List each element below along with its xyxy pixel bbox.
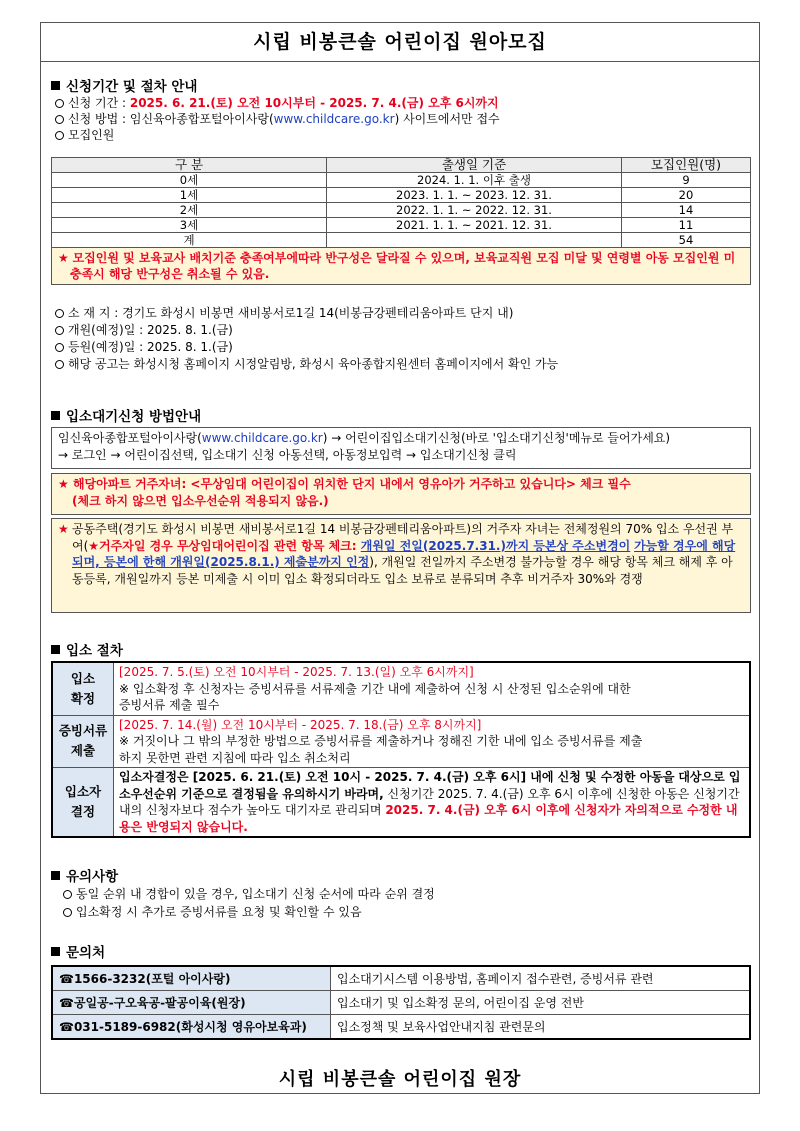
notice-page	[40, 22, 760, 1094]
procedure-row-confirm: 입소 확정 [2025. 7. 5.(토) 오전 10시부터 - 2025. 7. 13.(일) 오후 6시까지] ※ 입소확정 후 신청자는 증빙서류를 서류제출 기간 내에 제출하여 신청 시 산정된 입소순위에 대한 증빙서류 제출 필수	[52, 662, 750, 715]
circle-bullet-icon	[55, 360, 64, 369]
circle-bullet-icon	[55, 343, 64, 352]
circle-bullet-icon	[63, 890, 72, 899]
resident-priority-note: ★ 공동주택(경기도 화성시 비봉면 새비봉서로1길 14 비봉금강펜테리움아파트)의 거주자 자녀는 전체정원의 70% 입소 우선권 부여(★거주자일 경우 무상임대어린이집 관련 항목 체크: 개원일 전일(2025.7.31.)까지 등본상 주소변경이 가능할 경우에 해당되며, 등본에 한해 개원일(2025.8.1.) 제출분까지 인정), 개원일 전일까지 주소변경 불가능할 경우 해당 항목 체크 해제 후 아동등록, 개원일까지 등본 미제출 시 이미 입소 확정되더라도 입소 보류로 분류되며 추후 비거주자 30%와 경쟁	[51, 518, 751, 613]
waitlist-path-box	[51, 427, 751, 469]
caution-item: 동일 순위 내 경합이 있을 경우, 입소대기 신청 순서에 따라 순위 결정	[63, 886, 749, 902]
table-header-row	[52, 158, 751, 173]
table-row: 0세 2024. 1. 1. 이후 출생 9	[52, 173, 751, 188]
procedure-table	[51, 661, 751, 838]
circle-bullet-icon	[55, 326, 64, 335]
square-bullet-icon	[51, 645, 60, 654]
header-count: 모집인원(명)	[622, 158, 751, 173]
square-bullet-icon	[51, 81, 60, 90]
header-birth: 출생일 기준	[327, 158, 622, 173]
footer-signature: 시립 비봉큰솔 어린이집 원장	[278, 1069, 522, 1090]
phone-icon: ☎	[59, 972, 74, 986]
attend-date-line: 등원(예정)일 : 2025. 8. 1.(금)	[55, 339, 749, 355]
contact-row: ☎1566-3232(포털 아이사랑) 입소대기시스템 이용방법, 홈페이지 접수관련, 증빙서류 관련	[52, 966, 750, 991]
waitlist-path-line1: 임신육아종합포털아이사랑(www.childcare.go.kr) → 어린이집입소대기신청(바로 '입소대기신청'메뉴로 들어가세요)	[58, 431, 671, 445]
table-row: 3세 2021. 1. 1. ~ 2021. 12. 31. 11	[52, 218, 751, 233]
phone-icon: ☎	[59, 1020, 74, 1034]
square-bullet-icon	[51, 947, 60, 956]
caution-item: 입소확정 시 추가로 증빙서류를 요청 및 확인할 수 있음	[63, 904, 749, 920]
waitlist-path-line2: → 로그인 → 어린이집선택, 입소대기 신청 아동선택, 아동정보입력 → 입소대기신청 클릭	[58, 447, 517, 462]
contact-row: ☎공일공-구오육공-팔공이육(원장) 입소대기 및 입소확정 문의, 어린이집 운영 전반	[52, 991, 750, 1015]
square-bullet-icon	[51, 871, 60, 880]
section-waitlist-heading: 입소대기신청 방법안내	[51, 405, 201, 425]
procedure-row-decision: 입소자 결정 입소자결정은 [2025. 6. 21.(토) 오전 10시 - 2025. 7. 4.(금) 오후 6시] 내에 신청 및 수정한 아동을 대상으로 입소우선순위 기준으로 결정됨을 유의하시기 바라며, 신청기간 2025. 7. 4.(금) 오후 6시 이후에 신청한 아동은 신청기간내의 신청자보다 점수가 높아도 대기자로 관리되며 2025. 7. 4.(금) 오후 6시 이후에 신청자가 자의적으로 수정한 내용은 반영되지 않습니다.	[52, 768, 750, 838]
resident-check-note: ★ 해당아파트 거주자녀: <무상임대 어린이집이 위치한 단지 내에서 영유아가 거주하고 있습니다> 체크 필수 (체크 하지 않으면 입소우선순위 적용되지 않음.)	[51, 473, 751, 515]
contact-table	[51, 965, 751, 1040]
application-method: 신청 방법 : 임신육아종합포털아이사랑(www.childcare.go.kr) 사이트에서만 접수	[55, 111, 749, 127]
childcare-link[interactable]: www.childcare.go.kr	[273, 112, 395, 126]
table-row: 1세 2023. 1. 1. ~ 2023. 12. 31. 20	[52, 188, 751, 203]
table-row-total: 계 54	[52, 233, 751, 248]
star-icon: ★	[58, 477, 73, 491]
circle-bullet-icon	[55, 309, 64, 318]
recruit-note: 모집인원 및 보육교사 배치기준 충족여부에따라 반구성은 달라질 수 있으며, 보육교직원 모집 미달 및 연령별 아동 모집인원 미충족시 해당 반구성은 취소될 수 있음.	[70, 251, 736, 281]
star-icon: ★	[58, 251, 69, 265]
phone-icon: ☎	[59, 996, 74, 1010]
table-note-row	[52, 248, 751, 285]
section-procedure-heading: 입소 절차	[51, 639, 123, 659]
square-bullet-icon	[51, 411, 60, 420]
contact-row: ☎031-5189-6982(화성시청 영유아보육과) 입소정책 및 보육사업안내지침 관련문의	[52, 1015, 750, 1040]
circle-bullet-icon	[55, 99, 64, 108]
star-icon: ★	[58, 522, 69, 536]
childcare-link[interactable]: www.childcare.go.kr	[201, 431, 323, 445]
section-caution-heading: 유의사항	[51, 865, 118, 885]
recruit-label: 모집인원	[55, 127, 749, 143]
circle-bullet-icon	[63, 908, 72, 917]
address-line: 소 재 지 : 경기도 화성시 비봉면 새비봉서로1길 14(비봉금강펜테리움아파트 단지 내)	[55, 305, 749, 321]
circle-bullet-icon	[55, 115, 64, 124]
recruit-table	[51, 157, 751, 285]
table-row: 2세 2022. 1. 1. ~ 2022. 12. 31. 14	[52, 203, 751, 218]
section-contact-heading: 문의처	[51, 941, 105, 961]
header-age: 구 분	[52, 158, 327, 173]
circle-bullet-icon	[55, 131, 64, 140]
open-date-line: 개원(예정)일 : 2025. 8. 1.(금)	[55, 322, 749, 338]
application-period: 신청 기간 : 2025. 6. 21.(토) 오전 10시부터 - 2025. 7. 4.(금) 오후 6시까지	[55, 95, 749, 111]
section-application-heading: 신청기간 및 절차 안내	[51, 75, 197, 95]
page-title: 시립 비봉큰솔 어린이집 원아모집	[41, 23, 759, 62]
notice-line: 해당 공고는 화성시청 홈페이지 시정알림방, 화성시 육아종합지원센터 홈페이지에서 확인 가능	[55, 356, 749, 372]
procedure-row-documents: 증빙서류 제출 [2025. 7. 14.(월) 오전 10시부터 - 2025. 7. 18.(금) 오후 8시까지] ※ 거짓이나 그 밖의 부정한 방법으로 증빙서류를 제출하거나 정해진 기한 내에 입소 증빙서류를 제출 하지 못한면 관련 지침에 따라 입소 취소처리	[52, 715, 750, 768]
